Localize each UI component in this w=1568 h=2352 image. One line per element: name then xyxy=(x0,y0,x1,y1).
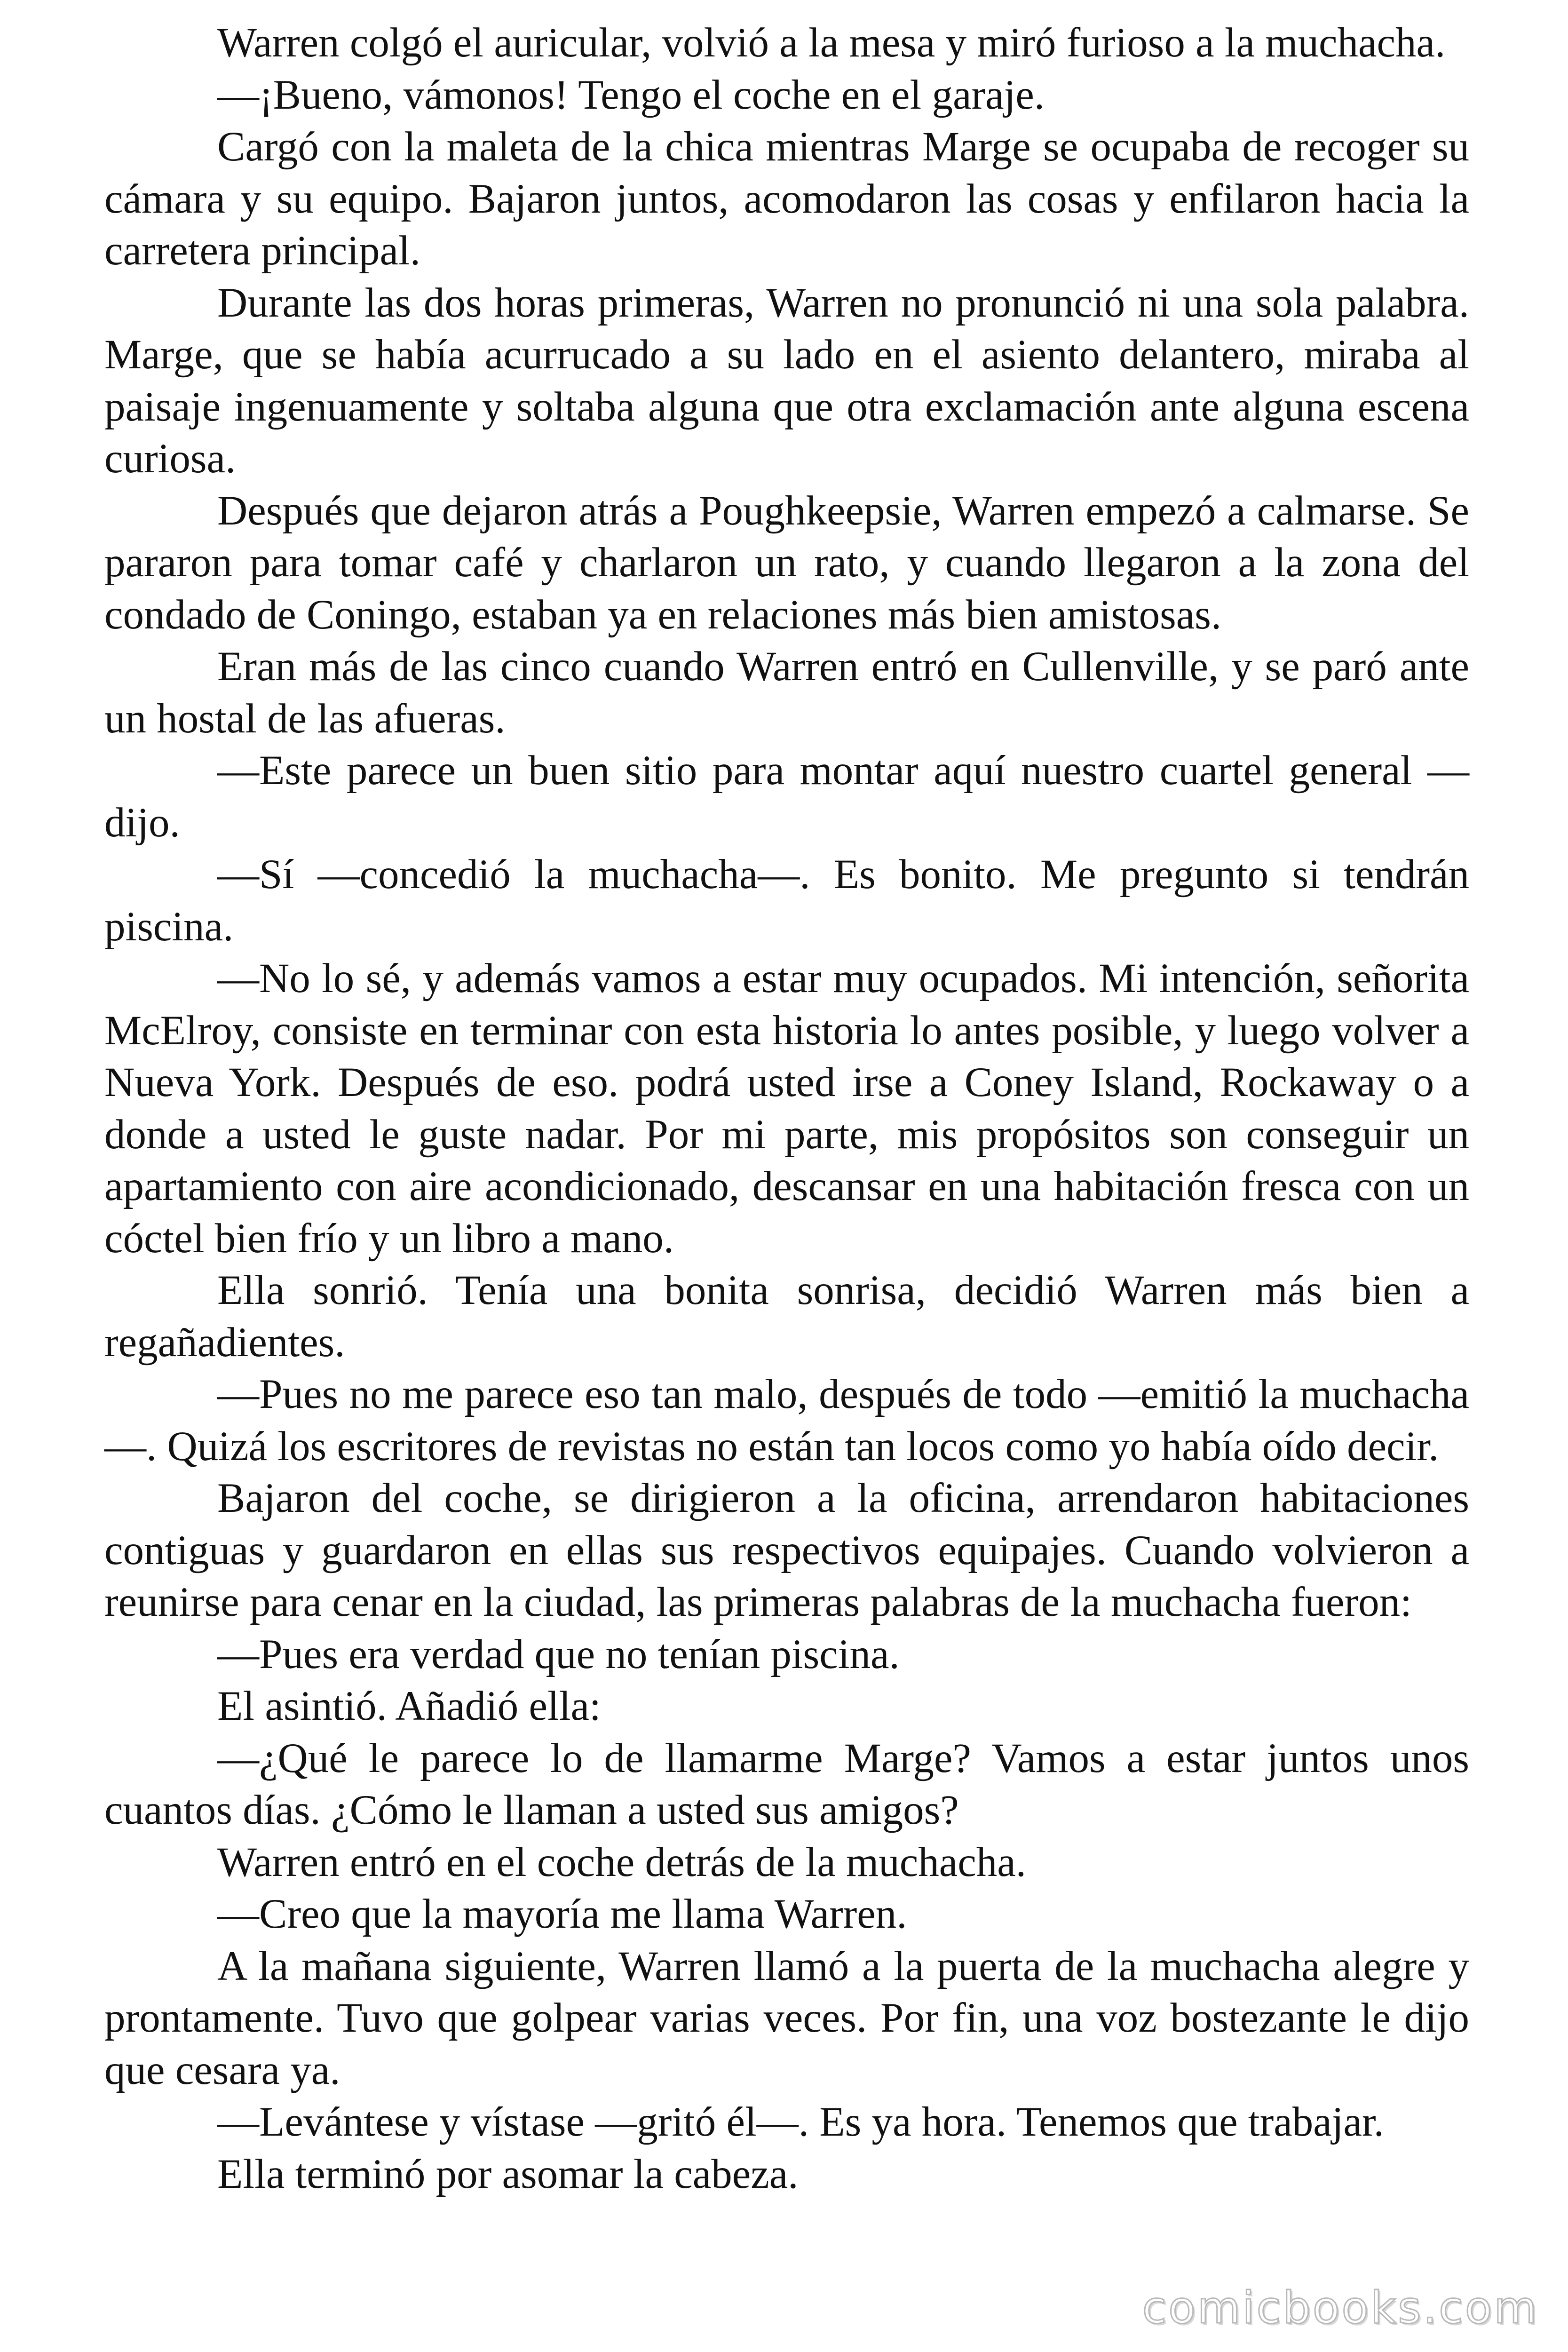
paragraph: —Pues era verdad que no tenían piscina. xyxy=(217,1631,900,1677)
paragraph: Warren entró en el coche detrás de la muchacha. xyxy=(217,1839,1026,1885)
paragraph: —Este parece un buen sitio para montar aquí nuestro cuartel general —dijo. xyxy=(104,747,1469,846)
paragraph: —No lo sé, y además vamos a estar muy ocupados. Mi intención, señorita McElroy, consiste en terminar con esta historia lo antes posible, y luego volver a Nueva York. Después de eso. podrá usted irse a Coney Island, Rockaway o a donde a usted le guste nadar. Por mi parte, mis propósitos son conseguir un apartamiento con aire acondicionado, descansar en una habitación fresca con un cóctel bien frío y un libro a mano. xyxy=(104,955,1469,1262)
paragraph: —¡Bueno, vámonos! Tengo el coche en el garaje. xyxy=(217,72,1045,118)
paragraph: —Pues no me parece eso tan malo, después de todo —emitió la muchacha—. Quizá los escritores de revistas no están tan locos como yo había oído decir. xyxy=(104,1371,1469,1470)
paragraph: Ella terminó por asomar la cabeza. xyxy=(217,2151,799,2197)
paragraph: —¿Qué le parece lo de llamarme Marge? Vamos a estar juntos unos cuantos días. ¿Cómo le llaman a usted sus amigos? xyxy=(104,1735,1469,1833)
paragraph: —Sí —concedió la muchacha—. Es bonito. Me pregunto si tendrán piscina. xyxy=(104,851,1469,950)
paragraph: Eran más de las cinco cuando Warren entró en Cullenville, y se paró ante un hostal de las afueras. xyxy=(104,644,1469,742)
paragraph: El asintió. Añadió ella: xyxy=(217,1683,601,1729)
paragraph: Después que dejaron atrás a Poughkeepsie, Warren empezó a calmarse. Se pararon para tomar café y charlaron un rato, y cuando llegaron a la zona del condado de Coningo, estaban ya en relaciones más bien amistosas. xyxy=(104,487,1469,638)
paragraph: Warren colgó el auricular, volvió a la mesa y miró furioso a la muchacha. xyxy=(217,20,1446,66)
page-body xyxy=(104,17,1469,2200)
paragraph: Bajaron del coche, se dirigieron a la oficina, arrendaron habitaciones contiguas y guardaron en ellas sus respectivos equipajes. Cuando volvieron a reunirse para cenar en la ciudad, las primeras palabras de la muchacha fueron: xyxy=(104,1475,1469,1625)
paragraph: Cargó con la maleta de la chica mientras Marge se ocupaba de recoger su cámara y su equipo. Bajaron juntos, acomodaron las cosas y enfilaron hacia la carretera principal. xyxy=(104,124,1469,274)
paragraph: A la mañana siguiente, Warren llamó a la puerta de la muchacha alegre y prontamente. Tuvo que golpear varias veces. Por fin, una voz bostezante le dijo que cesara ya. xyxy=(104,1943,1469,2093)
paragraph: —Levántese y vístase —gritó él—. Es ya hora. Tenemos que trabajar. xyxy=(217,2099,1384,2145)
watermark: comicbooks.com xyxy=(1142,2282,1539,2334)
paragraph: Ella sonrió. Tenía una bonita sonrisa, decidió Warren más bien a regañadientes. xyxy=(104,1267,1469,1366)
paragraph: —Creo que la mayoría me llama Warren. xyxy=(217,1891,907,1937)
paragraph: Durante las dos horas primeras, Warren no pronunció ni una sola palabra. Marge, que se había acurrucado a su lado en el asiento delantero, miraba al paisaje ingenuamente y soltaba alguna que otra exclamación ante alguna escena curiosa. xyxy=(104,279,1469,482)
